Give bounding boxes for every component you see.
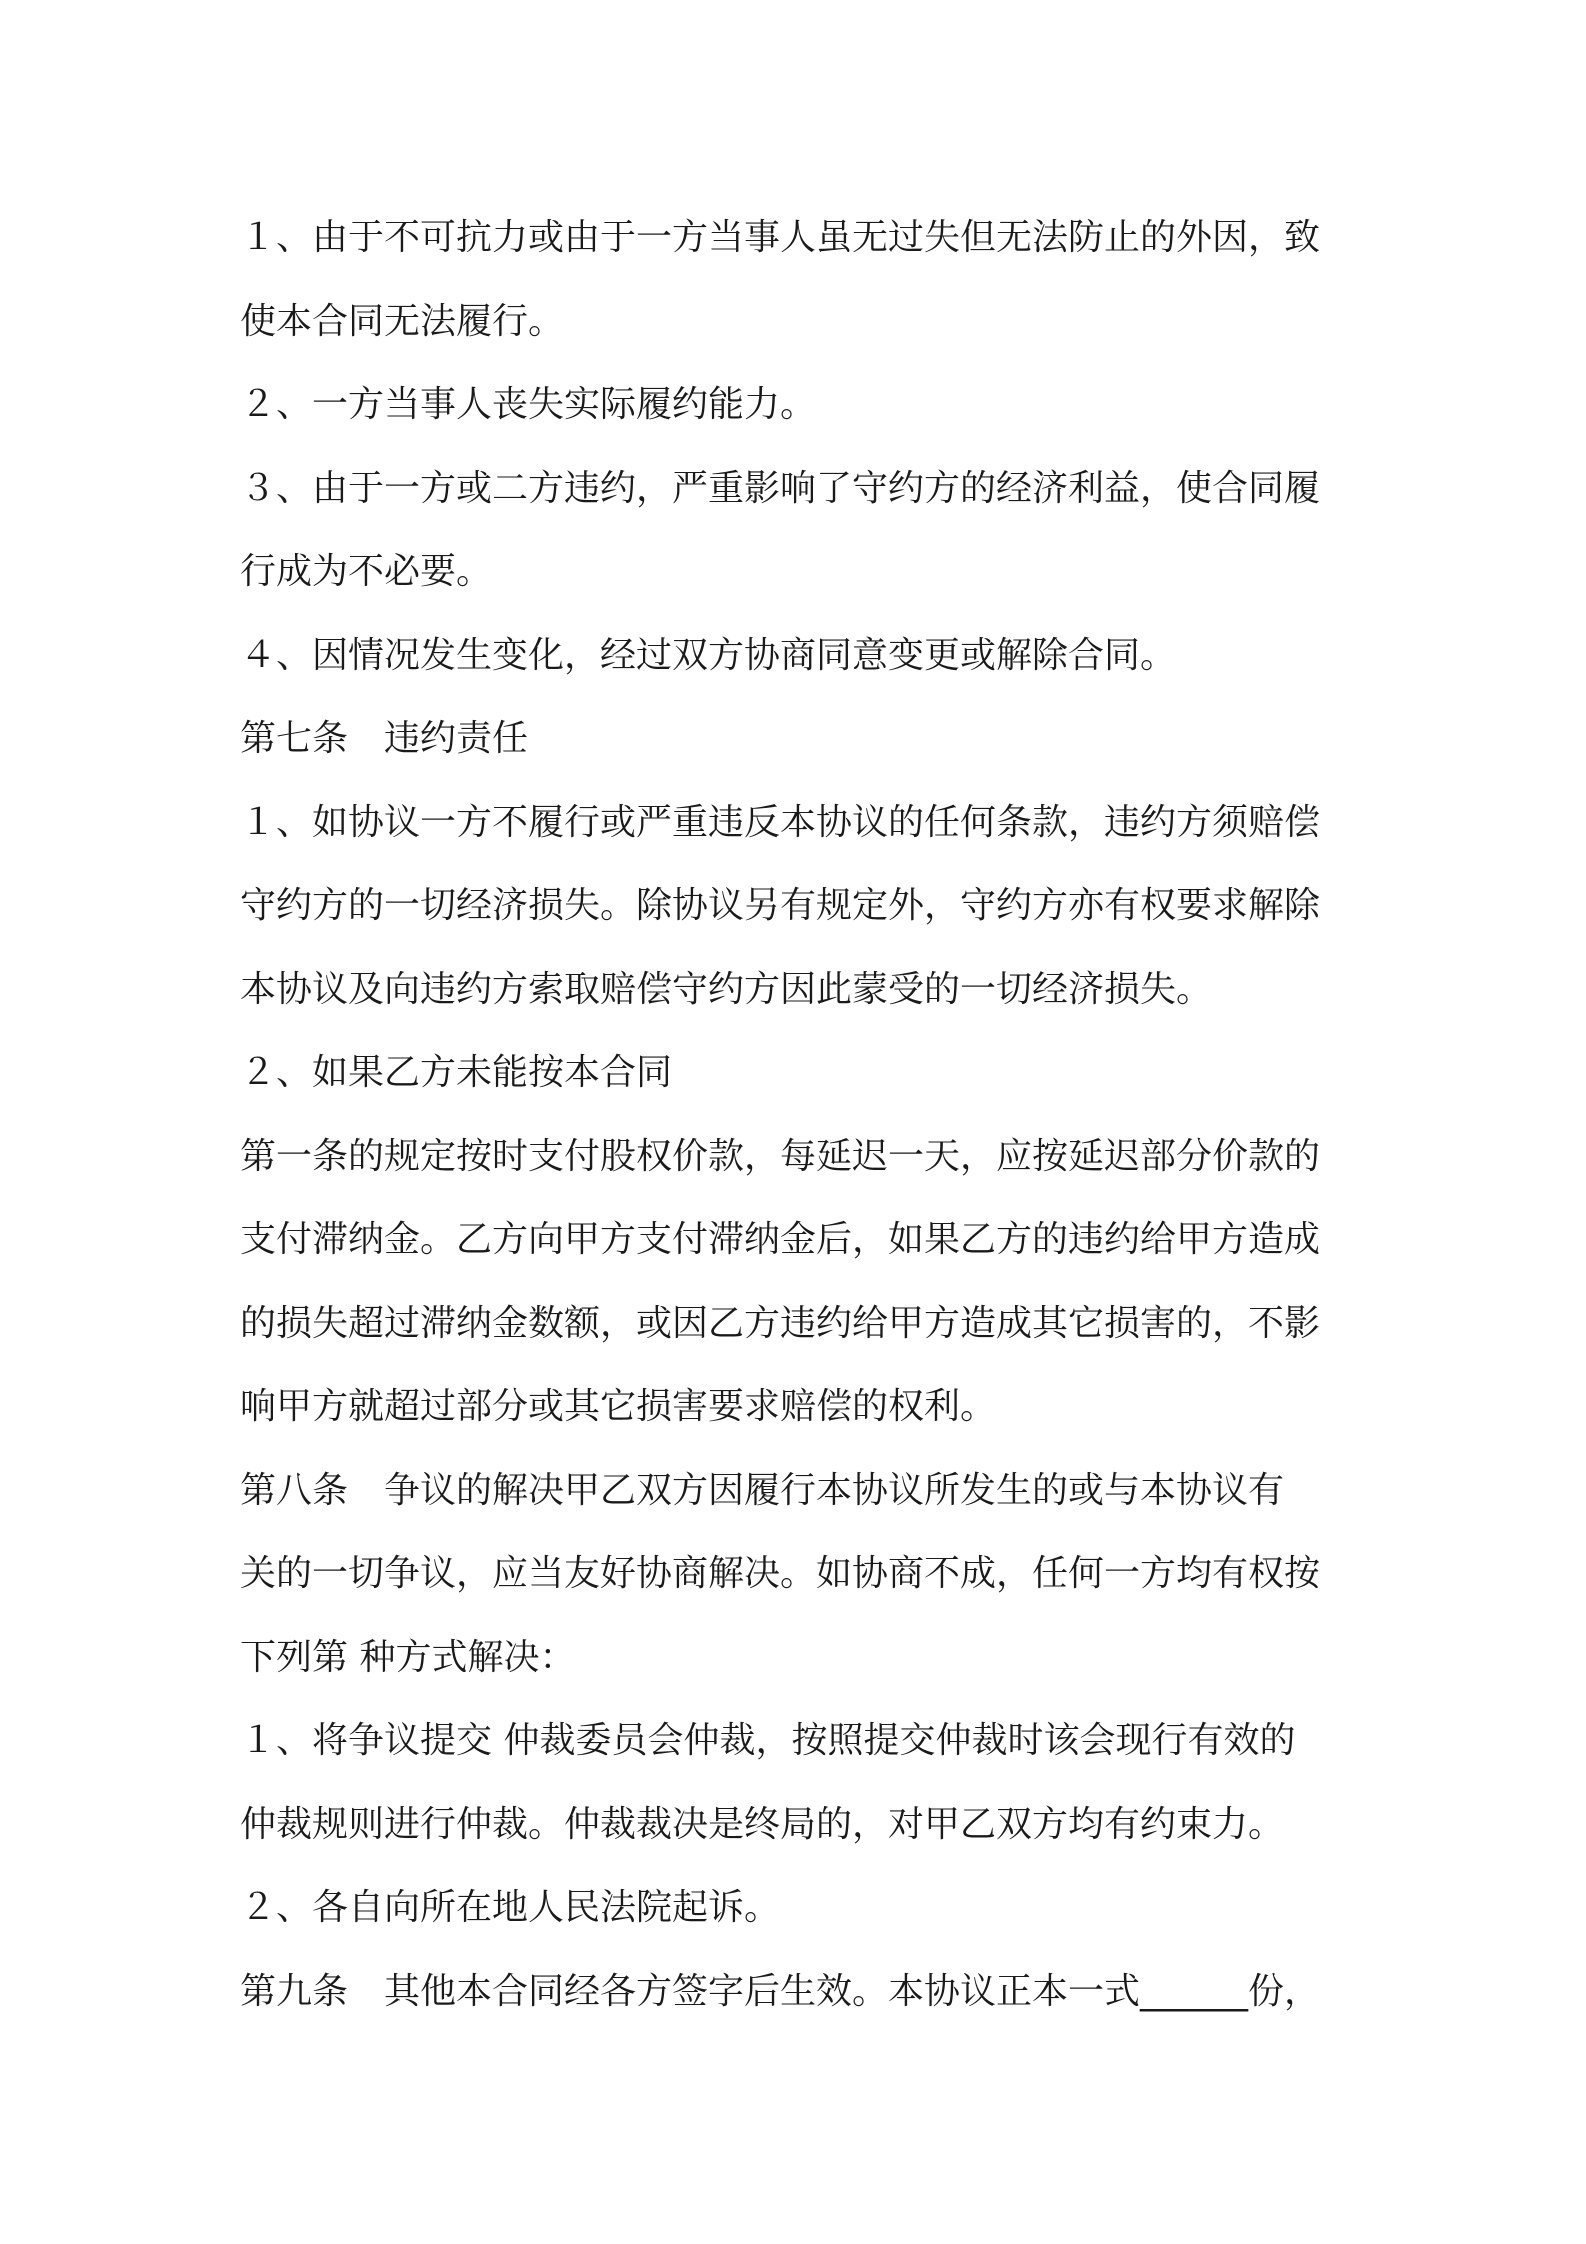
text-line: ２、如果乙方未能按本合同 (240, 1052, 673, 1093)
text-line: 守约方的一切经济损失。除协议另有规定外，守约方亦有权要求解除 (240, 885, 1321, 926)
text-line: 第一条的规定按时支付股权价款，每延迟一天，应按延迟部分价款的 (240, 1135, 1321, 1177)
text-line: １、由于不可抗力或由于一方当事人虽无过失但无法防止的外因，致 (240, 217, 1321, 258)
text-line: 本协议及向违约方索取赔偿守约方因此蒙受的一切经济损失。 (240, 968, 1213, 1010)
article-heading: 第八条 争议的解决甲乙双方因履行本协议所发生的或与本协议有 (240, 1469, 1285, 1511)
article-heading: 第七条 违约责任 (240, 718, 529, 759)
text-line: 使本合同无法履行。 (240, 300, 565, 342)
text-line: ３、由于一方或二方违约，严重影响了守约方的经济利益，使合同履 (240, 467, 1321, 509)
text-line: 关的一切争议，应当友好协商解决。如协商不成，任何一方均有权按 (240, 1553, 1321, 1594)
text-line: ２、各自向所在地人民法院起诉。 (240, 1887, 781, 1928)
text-line: 行成为不必要。 (240, 551, 493, 592)
text-line: 支付滞纳金。乙方向甲方支付滞纳金后，如果乙方的违约给甲方造成 (240, 1219, 1321, 1260)
text-line: ４、因情况发生变化，经过双方协商同意变更或解除合同。 (240, 634, 1177, 676)
text-line: １、如协议一方不履行或严重违反本协议的任何条款，违约方须赔偿 (240, 801, 1321, 843)
text-line: １、将争议提交 仲裁委员会仲裁，按照提交仲裁时该会现行有效的 (240, 1720, 1296, 1761)
text-line: ２、一方当事人丧失实际履约能力。 (240, 384, 817, 425)
text-line: 的损失超过滞纳金数额，或因乙方违约给甲方造成其它损害的，不影 (240, 1302, 1321, 1344)
text-line: 响甲方就超过部分或其它损害要求赔偿的权利。 (240, 1386, 997, 1427)
text-line: 仲裁规则进行仲裁。仲裁裁决是终局的，对甲乙双方均有约束力。 (240, 1803, 1285, 1845)
text-line: 下列第 种方式解决： (240, 1636, 576, 1678)
article-heading: 第九条 其他本合同经各方签字后生效。本协议正本一式______份， (240, 1970, 1321, 2012)
document-body (240, 196, 1355, 2033)
